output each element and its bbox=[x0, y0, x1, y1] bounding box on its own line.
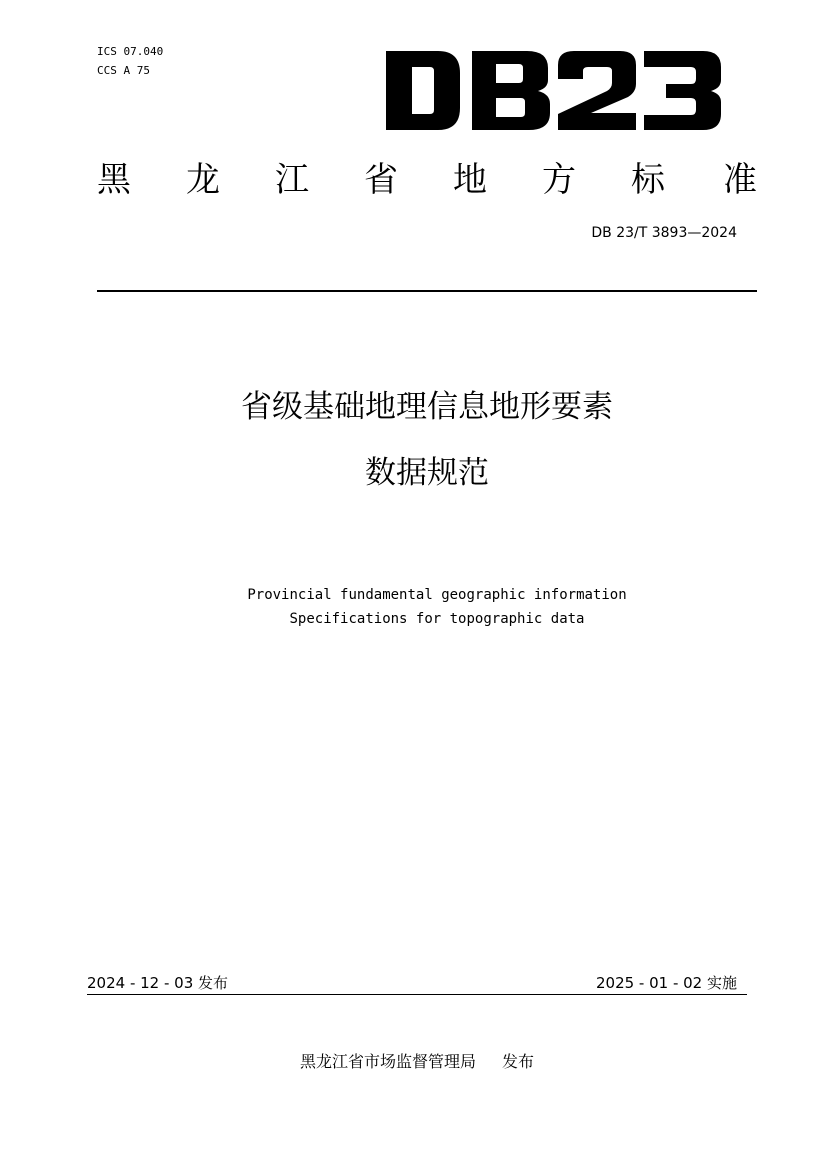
title-char: 江 bbox=[275, 160, 309, 200]
issue-date: 2024 - 12 - 03 发布 bbox=[87, 974, 229, 992]
ccs-code: CCS A 75 bbox=[97, 64, 150, 77]
ics-code: ICS 07.040 bbox=[97, 45, 164, 58]
publisher-name: 黑龙江省市场监督管理局 bbox=[300, 1052, 477, 1071]
title-char: 方 bbox=[542, 160, 576, 200]
title-char: 黑 bbox=[97, 160, 131, 200]
title-char: 省 bbox=[364, 160, 398, 200]
classification-codes bbox=[97, 42, 163, 80]
title-char: 标 bbox=[631, 160, 665, 200]
title-char: 地 bbox=[453, 160, 487, 200]
standard-number: DB 23/T 3893—2024 bbox=[591, 225, 737, 241]
chinese-title-line-2: 数据规范 bbox=[365, 455, 489, 491]
implementation-date: 2025 - 01 - 02 实施 bbox=[595, 974, 737, 992]
publisher bbox=[300, 1050, 534, 1074]
header-divider bbox=[97, 290, 757, 292]
db23-logo bbox=[386, 51, 721, 130]
publisher-suffix: 发布 bbox=[502, 1052, 535, 1071]
province-standard-title bbox=[97, 157, 757, 203]
english-title-line-2: Specifications for topographic data bbox=[289, 611, 585, 627]
footer-divider bbox=[87, 994, 747, 995]
chinese-title-line-1: 省级基础地理信息地形要素 bbox=[241, 389, 613, 425]
title-char: 准 bbox=[723, 160, 757, 200]
english-title-line-1: Provincial fundamental geographic information bbox=[247, 587, 627, 603]
title-char: 龙 bbox=[186, 160, 220, 200]
